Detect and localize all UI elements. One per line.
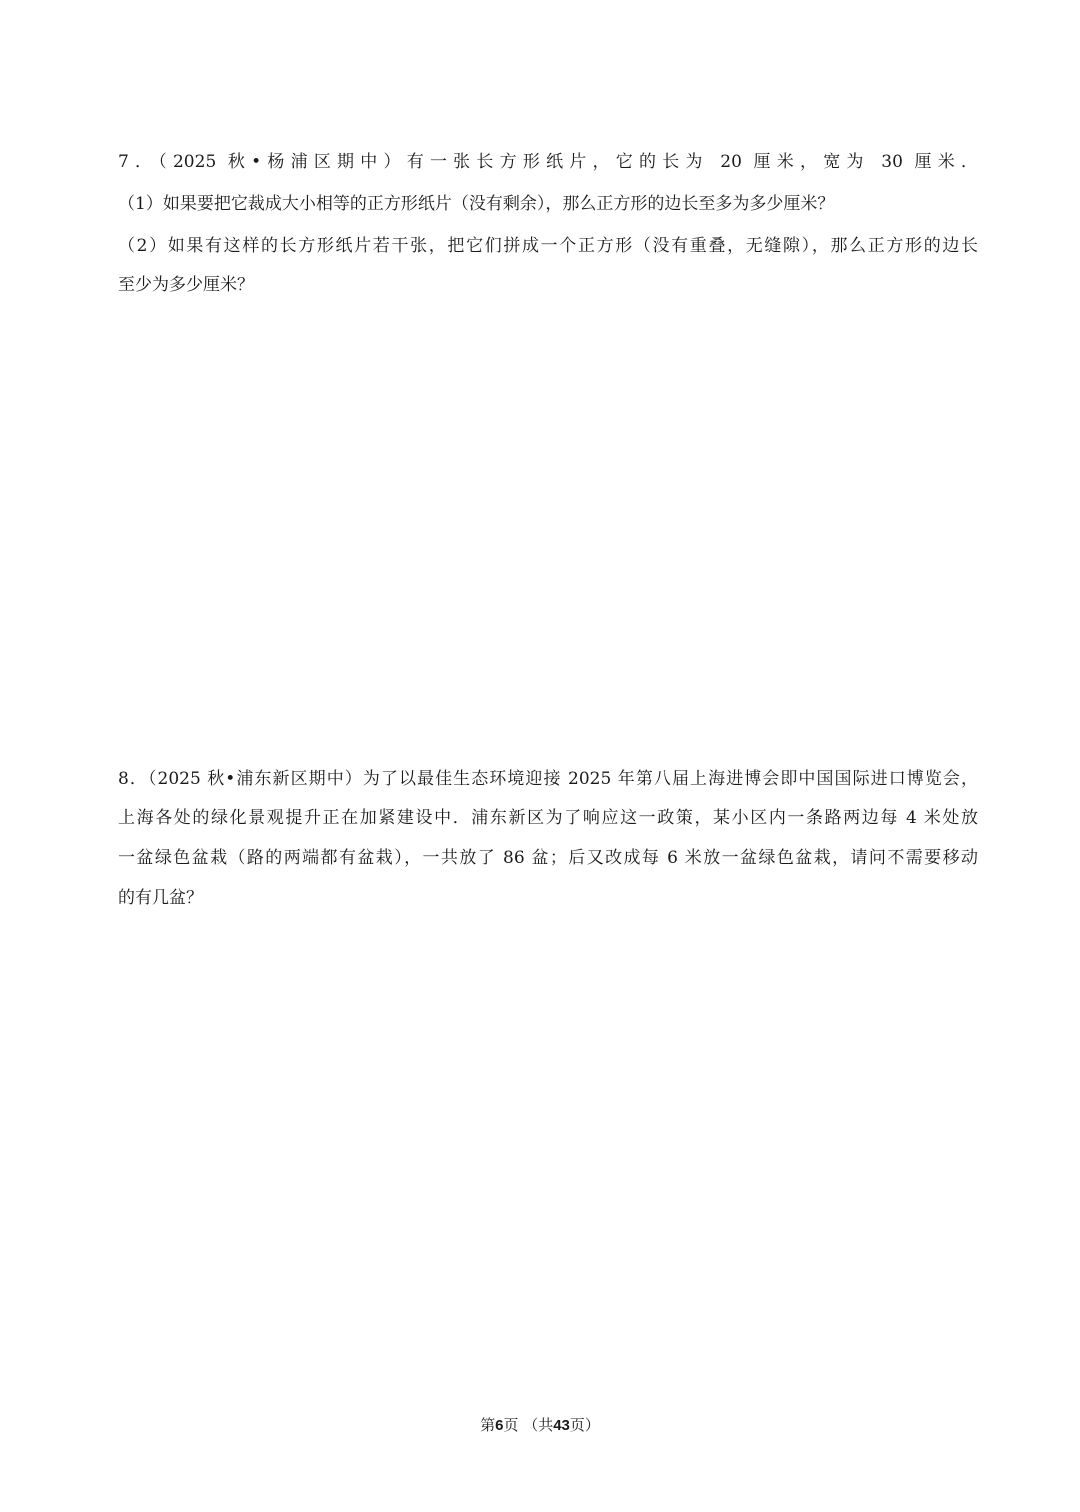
footer-middle: 页 （共 — [503, 1416, 554, 1434]
question-8-line-2: 上海各处的绿化景观提升正在加紧建设中．浦东新区为了响应这一政策，某小区内一条路两边每 4 米处放 — [118, 808, 978, 828]
footer-total-pages: 43 — [553, 1417, 570, 1434]
question-7-part-2-line-1: （2）如果有这样的长方形纸片若干张，把它们拼成一个正方形（没有重叠，无缝隙），那么正方形的边长 — [118, 236, 978, 256]
page-footer — [0, 1415, 1080, 1436]
question-7-stem: 7．（2025 秋•杨浦区期中）有一张长方形纸片，它的长为 20 厘米，宽为 30 厘米． — [118, 152, 978, 172]
question-8-line-3: 一盆绿色盆栽（路的两端都有盆栽），一共放了 86 盆；后又改成每 6 米放一盆绿色盆栽，请问不需要移动 — [118, 848, 978, 868]
footer-page-number: 6 — [495, 1417, 504, 1434]
footer-prefix: 第 — [480, 1416, 496, 1434]
question-8-line-4: 的有几盆？ — [118, 888, 203, 908]
question-8-line-1: 8．（2025 秋•浦东新区期中）为了以最佳生态环境迎接 2025 年第八届上海进博会即中国国际进口博览会， — [118, 769, 978, 789]
question-7-part-1: （1）如果要把它裁成大小相等的正方形纸片（没有剩余），那么正方形的边长至多为多少厘米？ — [118, 194, 835, 214]
question-7-part-2-line-2: 至少为多少厘米？ — [118, 275, 254, 295]
footer-suffix: 页） — [569, 1416, 600, 1434]
